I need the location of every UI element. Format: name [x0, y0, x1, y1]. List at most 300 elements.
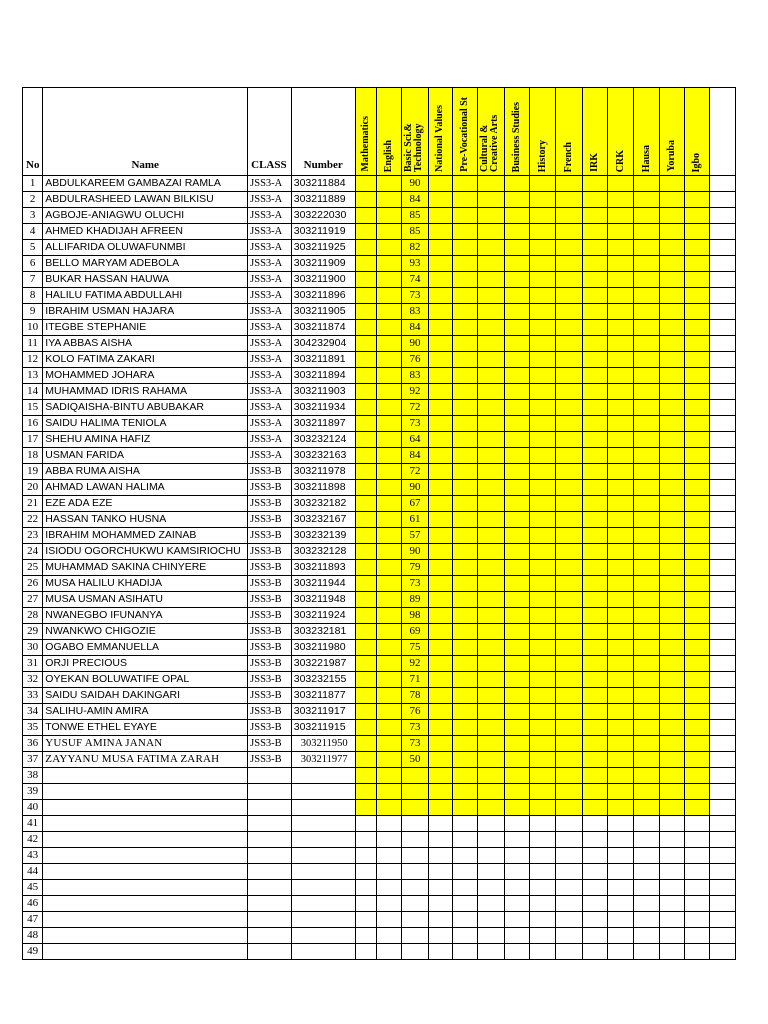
score-cell[interactable] — [376, 480, 401, 496]
score-cell[interactable] — [504, 736, 529, 752]
score-cell[interactable] — [478, 832, 504, 848]
score-cell[interactable] — [608, 480, 634, 496]
score-cell[interactable] — [504, 784, 529, 800]
score-cell[interactable] — [556, 432, 582, 448]
score-cell[interactable] — [659, 736, 684, 752]
score-cell[interactable] — [530, 368, 556, 384]
score-cell[interactable] — [582, 448, 607, 464]
score-cell[interactable] — [402, 864, 428, 880]
score-cell[interactable] — [608, 384, 634, 400]
score-cell[interactable] — [659, 544, 684, 560]
score-cell[interactable] — [659, 912, 684, 928]
score-cell[interactable] — [685, 448, 710, 464]
score-cell[interactable] — [376, 864, 401, 880]
score-cell[interactable] — [428, 704, 452, 720]
score-cell[interactable] — [659, 176, 684, 192]
score-cell[interactable] — [478, 720, 504, 736]
score-cell[interactable] — [556, 288, 582, 304]
score-cell[interactable] — [556, 672, 582, 688]
score-cell[interactable]: 84 — [402, 320, 428, 336]
score-cell[interactable] — [355, 656, 376, 672]
score-cell[interactable] — [608, 704, 634, 720]
score-cell[interactable] — [608, 944, 634, 960]
score-cell[interactable] — [608, 512, 634, 528]
score-cell[interactable] — [428, 256, 452, 272]
score-cell[interactable] — [428, 384, 452, 400]
score-cell[interactable] — [478, 928, 504, 944]
score-cell[interactable] — [634, 432, 659, 448]
score-cell[interactable] — [478, 608, 504, 624]
score-cell[interactable] — [582, 320, 607, 336]
score-cell[interactable] — [376, 608, 401, 624]
score-cell[interactable] — [659, 480, 684, 496]
score-cell[interactable] — [530, 912, 556, 928]
score-cell[interactable] — [376, 336, 401, 352]
score-cell[interactable] — [530, 528, 556, 544]
score-cell[interactable] — [504, 880, 529, 896]
score-cell[interactable] — [428, 752, 452, 768]
score-cell[interactable] — [608, 640, 634, 656]
score-cell[interactable]: 76 — [402, 352, 428, 368]
score-cell[interactable] — [685, 288, 710, 304]
score-cell[interactable] — [428, 608, 452, 624]
score-cell[interactable] — [504, 896, 529, 912]
score-cell[interactable] — [582, 432, 607, 448]
score-cell[interactable] — [582, 304, 607, 320]
score-cell[interactable] — [355, 688, 376, 704]
score-cell[interactable] — [634, 384, 659, 400]
score-cell[interactable] — [478, 544, 504, 560]
score-cell[interactable] — [452, 656, 477, 672]
score-cell[interactable] — [659, 672, 684, 688]
score-cell[interactable] — [582, 544, 607, 560]
score-cell[interactable] — [634, 368, 659, 384]
score-cell[interactable] — [582, 592, 607, 608]
score-cell[interactable] — [634, 400, 659, 416]
score-cell[interactable] — [608, 176, 634, 192]
score-cell[interactable]: 75 — [402, 640, 428, 656]
score-cell[interactable] — [685, 864, 710, 880]
score-cell[interactable] — [428, 176, 452, 192]
score-cell[interactable] — [659, 256, 684, 272]
score-cell[interactable] — [556, 320, 582, 336]
score-cell[interactable] — [504, 544, 529, 560]
score-cell[interactable] — [402, 800, 428, 816]
score-cell[interactable] — [355, 640, 376, 656]
score-cell[interactable]: 85 — [402, 224, 428, 240]
score-cell[interactable] — [608, 240, 634, 256]
score-cell[interactable] — [608, 928, 634, 944]
score-cell[interactable] — [478, 320, 504, 336]
score-cell[interactable] — [582, 400, 607, 416]
score-cell[interactable] — [530, 208, 556, 224]
score-cell[interactable] — [355, 272, 376, 288]
score-cell[interactable] — [582, 336, 607, 352]
score-cell[interactable] — [504, 496, 529, 512]
score-cell[interactable] — [685, 544, 710, 560]
score-cell[interactable] — [478, 464, 504, 480]
score-cell[interactable] — [582, 416, 607, 432]
score-cell[interactable] — [608, 768, 634, 784]
score-cell[interactable] — [355, 192, 376, 208]
score-cell[interactable] — [556, 192, 582, 208]
score-cell[interactable] — [608, 816, 634, 832]
score-cell[interactable] — [530, 400, 556, 416]
score-cell[interactable] — [428, 544, 452, 560]
score-cell[interactable] — [428, 816, 452, 832]
score-cell[interactable] — [530, 880, 556, 896]
score-cell[interactable] — [582, 848, 607, 864]
score-cell[interactable] — [685, 720, 710, 736]
score-cell[interactable] — [504, 368, 529, 384]
score-cell[interactable] — [685, 464, 710, 480]
score-cell[interactable] — [634, 784, 659, 800]
score-cell[interactable] — [504, 688, 529, 704]
score-cell[interactable] — [556, 256, 582, 272]
score-cell[interactable] — [582, 752, 607, 768]
score-cell[interactable] — [582, 672, 607, 688]
score-cell[interactable] — [685, 256, 710, 272]
score-cell[interactable] — [530, 496, 556, 512]
score-cell[interactable] — [608, 848, 634, 864]
score-cell[interactable] — [428, 512, 452, 528]
score-cell[interactable] — [659, 928, 684, 944]
score-cell[interactable] — [608, 784, 634, 800]
score-cell[interactable] — [634, 832, 659, 848]
score-cell[interactable] — [428, 720, 452, 736]
score-cell[interactable] — [582, 800, 607, 816]
score-cell[interactable] — [608, 752, 634, 768]
score-cell[interactable] — [659, 560, 684, 576]
score-cell[interactable] — [530, 512, 556, 528]
score-cell[interactable]: 61 — [402, 512, 428, 528]
score-cell[interactable] — [685, 944, 710, 960]
score-cell[interactable] — [355, 496, 376, 512]
score-cell[interactable]: 90 — [402, 480, 428, 496]
score-cell[interactable] — [659, 816, 684, 832]
score-cell[interactable] — [428, 736, 452, 752]
score-cell[interactable] — [376, 688, 401, 704]
score-cell[interactable] — [608, 304, 634, 320]
score-cell[interactable] — [634, 608, 659, 624]
score-cell[interactable] — [478, 800, 504, 816]
score-cell[interactable] — [608, 208, 634, 224]
score-cell[interactable] — [582, 944, 607, 960]
score-cell[interactable] — [504, 384, 529, 400]
score-cell[interactable] — [478, 288, 504, 304]
score-cell[interactable] — [504, 944, 529, 960]
score-cell[interactable] — [355, 320, 376, 336]
score-cell[interactable] — [478, 704, 504, 720]
score-cell[interactable] — [634, 880, 659, 896]
score-cell[interactable] — [659, 896, 684, 912]
score-cell[interactable] — [530, 704, 556, 720]
score-cell[interactable] — [582, 560, 607, 576]
score-cell[interactable] — [582, 720, 607, 736]
score-cell[interactable] — [634, 192, 659, 208]
score-cell[interactable] — [452, 496, 477, 512]
score-cell[interactable] — [556, 272, 582, 288]
score-cell[interactable] — [428, 432, 452, 448]
score-cell[interactable] — [659, 496, 684, 512]
score-cell[interactable] — [402, 928, 428, 944]
score-cell[interactable] — [452, 352, 477, 368]
score-cell[interactable] — [452, 928, 477, 944]
score-cell[interactable] — [582, 384, 607, 400]
score-cell[interactable] — [634, 528, 659, 544]
score-cell[interactable] — [428, 944, 452, 960]
score-cell[interactable] — [530, 864, 556, 880]
score-cell[interactable] — [504, 416, 529, 432]
score-cell[interactable] — [608, 336, 634, 352]
score-cell[interactable] — [504, 512, 529, 528]
score-cell[interactable] — [582, 224, 607, 240]
score-cell[interactable] — [634, 336, 659, 352]
score-cell[interactable] — [556, 720, 582, 736]
score-cell[interactable] — [428, 528, 452, 544]
score-cell[interactable] — [428, 560, 452, 576]
score-cell[interactable]: 93 — [402, 256, 428, 272]
score-cell[interactable] — [376, 464, 401, 480]
score-cell[interactable] — [478, 512, 504, 528]
score-cell[interactable]: 90 — [402, 176, 428, 192]
score-cell[interactable] — [504, 624, 529, 640]
score-cell[interactable] — [556, 384, 582, 400]
score-cell[interactable] — [478, 336, 504, 352]
score-cell[interactable] — [376, 528, 401, 544]
score-cell[interactable] — [478, 640, 504, 656]
score-cell[interactable] — [608, 320, 634, 336]
score-cell[interactable] — [376, 768, 401, 784]
score-cell[interactable] — [634, 544, 659, 560]
score-cell[interactable] — [402, 832, 428, 848]
score-cell[interactable] — [402, 768, 428, 784]
score-cell[interactable] — [530, 432, 556, 448]
score-cell[interactable] — [504, 560, 529, 576]
score-cell[interactable] — [556, 336, 582, 352]
score-cell[interactable] — [355, 176, 376, 192]
score-cell[interactable] — [659, 192, 684, 208]
score-cell[interactable] — [428, 480, 452, 496]
score-cell[interactable] — [402, 912, 428, 928]
score-cell[interactable] — [556, 400, 582, 416]
score-cell[interactable] — [428, 240, 452, 256]
score-cell[interactable] — [478, 192, 504, 208]
score-cell[interactable] — [659, 528, 684, 544]
score-cell[interactable]: 73 — [402, 720, 428, 736]
score-cell[interactable] — [402, 896, 428, 912]
score-cell[interactable] — [452, 880, 477, 896]
score-cell[interactable] — [452, 784, 477, 800]
score-cell[interactable] — [376, 352, 401, 368]
score-cell[interactable] — [376, 544, 401, 560]
score-cell[interactable] — [452, 256, 477, 272]
score-cell[interactable] — [478, 352, 504, 368]
score-cell[interactable] — [504, 816, 529, 832]
score-cell[interactable] — [685, 928, 710, 944]
score-cell[interactable] — [478, 736, 504, 752]
score-cell[interactable] — [634, 672, 659, 688]
score-cell[interactable] — [659, 752, 684, 768]
score-cell[interactable] — [376, 592, 401, 608]
score-cell[interactable] — [504, 576, 529, 592]
score-cell[interactable] — [504, 912, 529, 928]
score-cell[interactable] — [608, 720, 634, 736]
score-cell[interactable] — [659, 784, 684, 800]
score-cell[interactable] — [634, 320, 659, 336]
score-cell[interactable] — [478, 688, 504, 704]
score-cell[interactable] — [582, 368, 607, 384]
score-cell[interactable] — [504, 208, 529, 224]
score-cell[interactable] — [582, 192, 607, 208]
score-cell[interactable] — [530, 480, 556, 496]
score-cell[interactable] — [634, 736, 659, 752]
score-cell[interactable] — [634, 560, 659, 576]
score-cell[interactable] — [452, 896, 477, 912]
score-cell[interactable] — [355, 208, 376, 224]
score-cell[interactable] — [659, 432, 684, 448]
score-cell[interactable] — [376, 944, 401, 960]
score-cell[interactable] — [685, 336, 710, 352]
score-cell[interactable] — [428, 368, 452, 384]
score-cell[interactable] — [634, 272, 659, 288]
score-cell[interactable] — [355, 848, 376, 864]
score-cell[interactable] — [452, 688, 477, 704]
score-cell[interactable] — [556, 592, 582, 608]
score-cell[interactable] — [556, 496, 582, 512]
score-cell[interactable] — [530, 224, 556, 240]
score-cell[interactable] — [659, 800, 684, 816]
score-cell[interactable] — [504, 256, 529, 272]
score-cell[interactable]: 73 — [402, 736, 428, 752]
score-cell[interactable] — [376, 928, 401, 944]
score-cell[interactable] — [685, 512, 710, 528]
score-cell[interactable] — [556, 576, 582, 592]
score-cell[interactable] — [556, 800, 582, 816]
score-cell[interactable] — [582, 608, 607, 624]
score-cell[interactable] — [376, 720, 401, 736]
score-cell[interactable] — [685, 384, 710, 400]
score-cell[interactable] — [478, 176, 504, 192]
score-cell[interactable] — [478, 208, 504, 224]
score-cell[interactable] — [530, 736, 556, 752]
score-cell[interactable] — [582, 816, 607, 832]
score-cell[interactable] — [634, 816, 659, 832]
score-cell[interactable]: 67 — [402, 496, 428, 512]
score-cell[interactable] — [504, 704, 529, 720]
score-cell[interactable] — [355, 944, 376, 960]
score-cell[interactable] — [530, 304, 556, 320]
score-cell[interactable] — [355, 880, 376, 896]
score-cell[interactable] — [504, 656, 529, 672]
score-cell[interactable] — [376, 224, 401, 240]
score-cell[interactable] — [376, 672, 401, 688]
score-cell[interactable] — [608, 368, 634, 384]
score-cell[interactable] — [355, 720, 376, 736]
score-cell[interactable] — [478, 752, 504, 768]
score-cell[interactable] — [659, 608, 684, 624]
score-cell[interactable] — [355, 832, 376, 848]
score-cell[interactable] — [608, 608, 634, 624]
score-cell[interactable]: 73 — [402, 416, 428, 432]
score-cell[interactable] — [582, 736, 607, 752]
score-cell[interactable] — [452, 608, 477, 624]
score-cell[interactable] — [582, 288, 607, 304]
score-cell[interactable] — [582, 624, 607, 640]
score-cell[interactable]: 83 — [402, 368, 428, 384]
score-cell[interactable] — [478, 784, 504, 800]
score-cell[interactable] — [685, 624, 710, 640]
score-cell[interactable] — [355, 608, 376, 624]
score-cell[interactable] — [556, 240, 582, 256]
score-cell[interactable] — [608, 576, 634, 592]
score-cell[interactable] — [556, 464, 582, 480]
score-cell[interactable] — [504, 192, 529, 208]
score-cell[interactable] — [376, 816, 401, 832]
score-cell[interactable] — [355, 800, 376, 816]
score-cell[interactable]: 90 — [402, 544, 428, 560]
score-cell[interactable] — [582, 352, 607, 368]
score-cell[interactable] — [452, 864, 477, 880]
score-cell[interactable] — [685, 896, 710, 912]
score-cell[interactable] — [452, 384, 477, 400]
score-cell[interactable] — [376, 640, 401, 656]
score-cell[interactable] — [452, 736, 477, 752]
score-cell[interactable] — [376, 624, 401, 640]
score-cell[interactable] — [402, 784, 428, 800]
score-cell[interactable] — [556, 656, 582, 672]
score-cell[interactable] — [634, 848, 659, 864]
score-cell[interactable] — [478, 880, 504, 896]
score-cell[interactable] — [504, 448, 529, 464]
score-cell[interactable] — [478, 480, 504, 496]
score-cell[interactable] — [530, 656, 556, 672]
score-cell[interactable] — [556, 864, 582, 880]
score-cell[interactable] — [582, 496, 607, 512]
score-cell[interactable] — [608, 800, 634, 816]
score-cell[interactable] — [376, 704, 401, 720]
score-cell[interactable] — [659, 208, 684, 224]
score-cell[interactable] — [634, 656, 659, 672]
score-cell[interactable] — [530, 544, 556, 560]
score-cell[interactable] — [685, 736, 710, 752]
score-cell[interactable] — [428, 224, 452, 240]
score-cell[interactable] — [659, 864, 684, 880]
score-cell[interactable] — [608, 896, 634, 912]
score-cell[interactable] — [582, 784, 607, 800]
score-cell[interactable] — [428, 768, 452, 784]
score-cell[interactable] — [530, 688, 556, 704]
score-cell[interactable] — [376, 832, 401, 848]
score-cell[interactable] — [659, 688, 684, 704]
score-cell[interactable] — [452, 768, 477, 784]
score-cell[interactable] — [685, 400, 710, 416]
score-cell[interactable] — [556, 480, 582, 496]
score-cell[interactable] — [659, 848, 684, 864]
score-cell[interactable] — [659, 336, 684, 352]
score-cell[interactable] — [685, 352, 710, 368]
score-cell[interactable] — [634, 800, 659, 816]
score-cell[interactable] — [530, 576, 556, 592]
score-cell[interactable] — [556, 688, 582, 704]
score-cell[interactable]: 57 — [402, 528, 428, 544]
score-cell[interactable] — [355, 352, 376, 368]
score-cell[interactable] — [608, 592, 634, 608]
score-cell[interactable] — [530, 272, 556, 288]
score-cell[interactable] — [355, 768, 376, 784]
score-cell[interactable] — [376, 400, 401, 416]
score-cell[interactable] — [452, 720, 477, 736]
